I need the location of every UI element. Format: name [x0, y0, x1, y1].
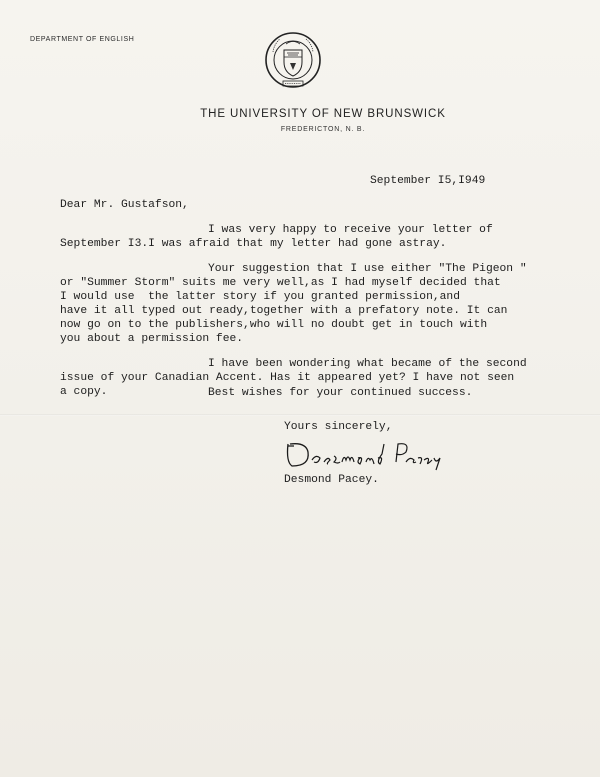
paper-fold: [0, 414, 600, 416]
university-location: FREDERICTON, N. B.: [280, 126, 366, 133]
paragraph-2-line-3: I would use the latter story if you granted permission,and: [60, 291, 460, 303]
paragraph-4-line-1: Best wishes for your continued success.: [208, 387, 473, 399]
handwritten-signature: [284, 436, 444, 472]
paragraph-2-line-4: have it all typed out ready,together with a prefatory note. It can: [60, 305, 508, 317]
paragraph-3-line-1: I have been wondering what became of the second: [208, 358, 527, 370]
paragraph-3-line-3: a copy.: [60, 386, 108, 398]
paragraph-2-line-1: Your suggestion that I use either "The Pigeon ": [208, 263, 527, 275]
closing: Yours sincerely,: [284, 421, 393, 433]
paragraph-2-line-6: you about a permission fee.: [60, 333, 244, 345]
university-name: THE UNIVERSITY OF NEW BRUNSWICK: [200, 108, 446, 120]
salutation: Dear Mr. Gustafson,: [60, 199, 189, 211]
paragraph-1-line-1: I was very happy to receive your letter of: [208, 224, 493, 236]
letter-date: September I5,I949: [370, 175, 486, 187]
paragraph-2-line-2: or "Summer Storm" suits me very well,as I had myself decided that: [60, 277, 501, 289]
paragraph-3-line-2: issue of your Canadian Accent. Has it appeared yet? I have not seen: [60, 372, 515, 384]
typed-name: Desmond Pacey.: [284, 474, 379, 486]
paragraph-1-line-2: September I3.I was afraid that my letter had gone astray.: [60, 238, 447, 250]
department-label: DEPARTMENT OF ENGLISH: [30, 36, 135, 43]
paragraph-2-line-5: now go on to the publishers,who will no doubt get in touch with: [60, 319, 488, 331]
university-seal-icon: [264, 30, 322, 92]
